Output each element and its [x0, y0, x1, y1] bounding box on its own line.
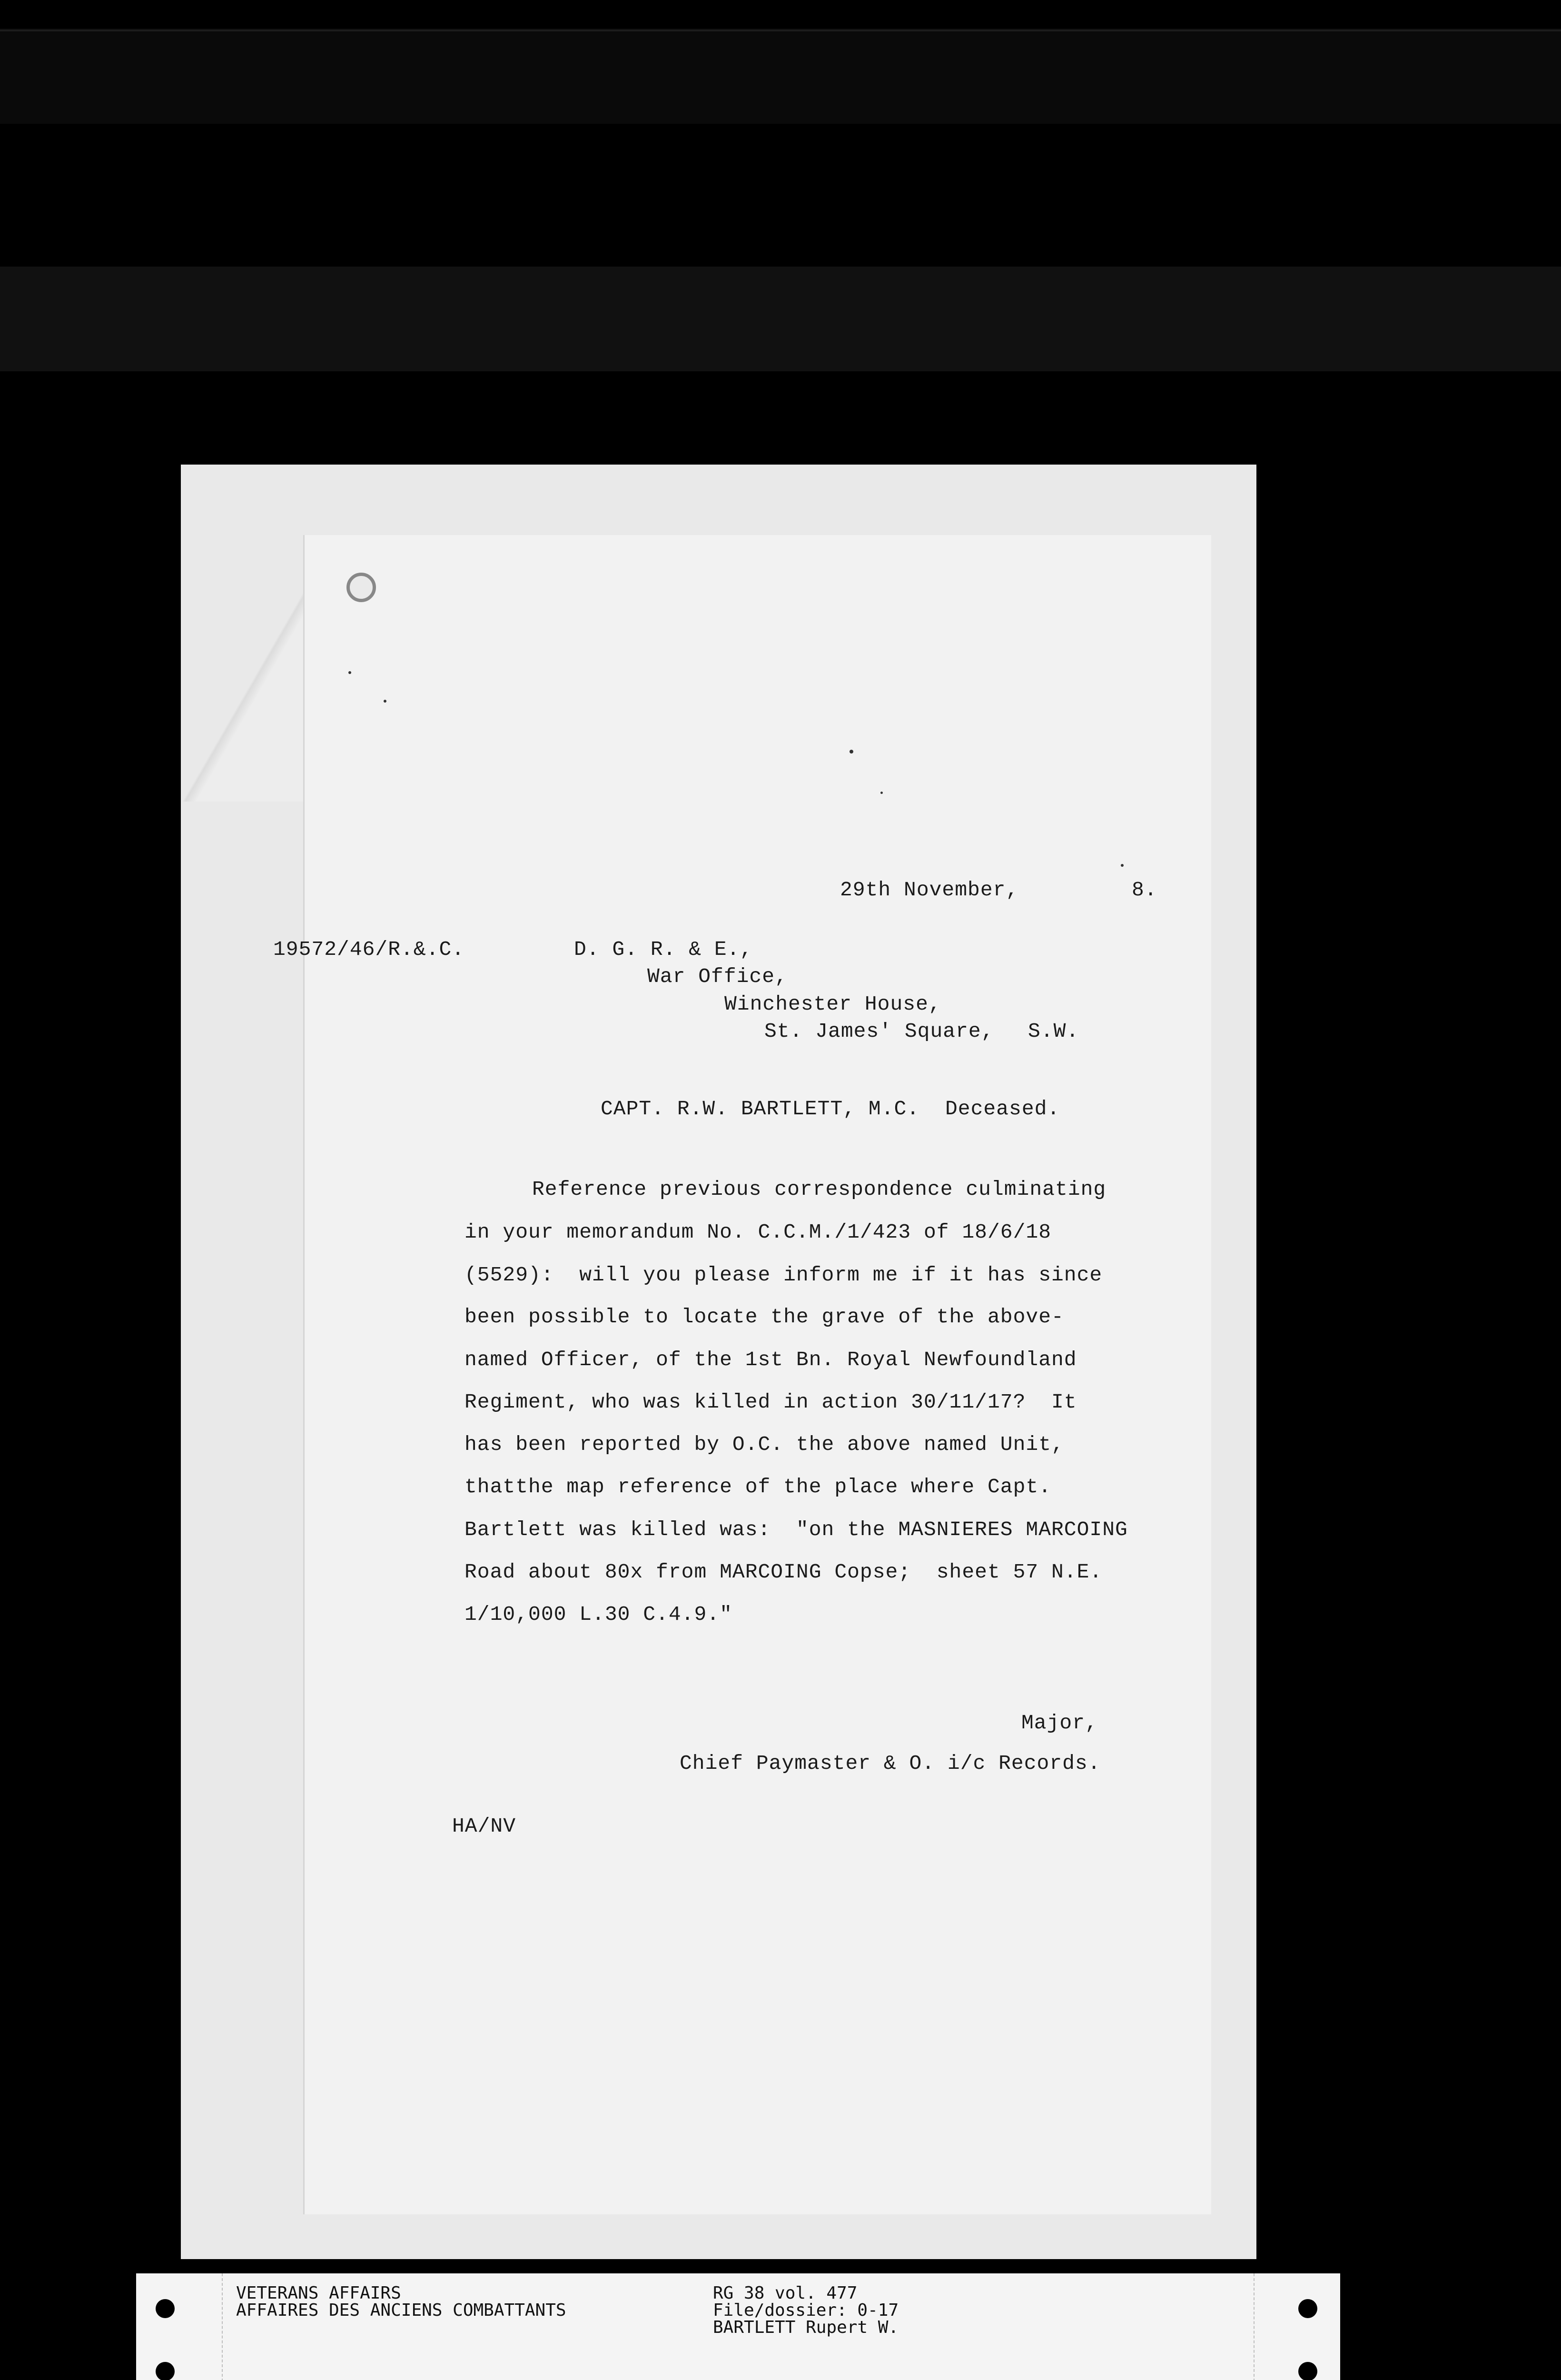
signature-rank: Major, — [1021, 1711, 1098, 1735]
file-reference: 19572/46/R.&.C. — [273, 938, 465, 961]
subject-line: CAPT. R.W. BARTLETT, M.C. — [601, 1097, 920, 1121]
body-line-9: Bartlett was killed was: "on the MASNIERES MARCOING — [464, 1518, 1128, 1541]
body-line-1: Reference previous correspondence culminating — [532, 1178, 1107, 1201]
addressee: D. G. R. & E., — [574, 938, 753, 961]
folded-corner — [181, 535, 309, 802]
subject-status: Deceased. — [945, 1097, 1060, 1121]
scanner-band-top — [0, 29, 1561, 124]
body-line-2: in your memorandum No. C.C.M./1/423 of 18/6/18 — [464, 1220, 1051, 1244]
signature-title: Chief Paymaster & O. i/c Records. — [680, 1752, 1101, 1775]
body-line-11: 1/10,000 L.30 C.4.9." — [464, 1603, 732, 1626]
body-line-4: been possible to locate the grave of the above- — [464, 1305, 1064, 1329]
strip-perforated-edge-right — [1254, 2273, 1340, 2380]
ink-speck — [1121, 864, 1124, 867]
tractor-hole — [1298, 2299, 1317, 2318]
typist-initials: HA/NV — [452, 1815, 516, 1838]
body-line-6: Regiment, who was killed in action 30/11/17? It — [464, 1390, 1077, 1414]
body-line-8: thatthe map reference of the place where Capt. — [464, 1475, 1051, 1498]
body-line-3: (5529): will you please inform me if it has since — [464, 1263, 1103, 1287]
scanner-edge-line — [0, 30, 1561, 31]
address-line-2: Winchester House, — [724, 992, 941, 1016]
body-line-7: has been reported by O.C. the above named Unit, — [464, 1433, 1064, 1456]
body-line-10: Road about 80x from MARCOING Copse; sheet 57 N.E. — [464, 1560, 1103, 1584]
label-dept-en: VETERANS AFFAIRS — [236, 2283, 401, 2303]
ink-speck — [384, 700, 386, 703]
letter-year: 8. — [1132, 878, 1157, 902]
label-name: BARTLETT Rupert W. — [713, 2318, 899, 2337]
body-line-5: named Officer, of the 1st Bn. Royal Newfoundland — [464, 1348, 1077, 1371]
tractor-hole — [156, 2299, 175, 2318]
punch-hole — [346, 573, 376, 602]
scanner-band — [0, 267, 1561, 371]
label-file: File/dossier: 0-17 — [713, 2301, 899, 2320]
strip-perforated-edge-left — [136, 2273, 223, 2380]
address-line-3: St. James' Square, — [764, 1020, 994, 1043]
tractor-hole — [1298, 2362, 1317, 2380]
label-record-group: RG 38 vol. 477 — [713, 2283, 858, 2303]
ink-speck — [348, 671, 351, 674]
ink-speck — [850, 750, 853, 754]
letter-page — [305, 535, 1211, 2214]
ink-speck — [880, 792, 883, 794]
label-dept-fr: AFFAIRES DES ANCIENS COMBATTANTS — [236, 2301, 566, 2320]
address-line-1: War Office, — [647, 965, 788, 988]
address-line-4: S.W. — [1028, 1020, 1079, 1043]
tractor-hole — [156, 2362, 175, 2380]
letter-date: 29th November, — [840, 878, 1019, 902]
